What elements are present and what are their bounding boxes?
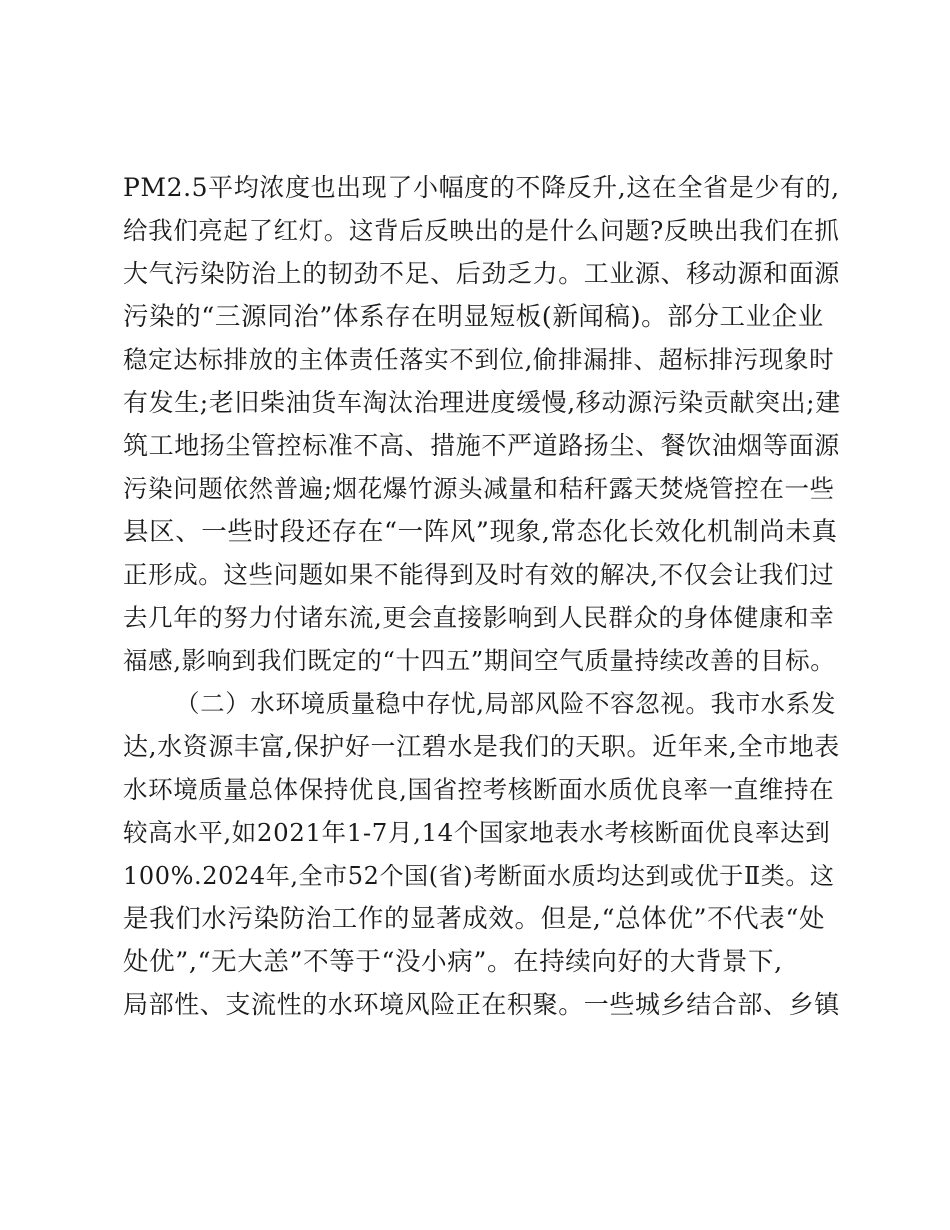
section-heading-line: （二）水环境质量稳中存忧,局部风险不容忽视。我市水系发: [175, 689, 836, 718]
text-line: 污染的“三源同治”体系存在明显短板(新闻稿)。部分工业企业: [123, 302, 824, 332]
text-line: 处优”,“无大恙”不等于“没小病”。在持续向好的大背景下,: [123, 947, 783, 977]
text-line: 县区、一些时段还存在“一阵风”现象,常态化长效化机制尚未真: [123, 517, 838, 547]
text-line: 达,水资源丰富,保护好一江碧水是我们的天职。近年来,全市地表: [123, 732, 840, 761]
text-line: 有发生;老旧柴油货车淘汰治理进度缓慢,移动源污染贡献突出;建: [123, 388, 841, 417]
text-line: 污染问题依然普遍;烟花爆竹源头减量和秸秆露天焚烧管控在一些: [123, 474, 835, 503]
text-line: 正形成。这些问题如果不能得到及时有效的解决,不仅会让我们过: [123, 560, 835, 589]
text-line: 福感,影响到我们既定的“十四五”期间空气质量持续改善的目标。: [123, 646, 836, 675]
text-line: 筑工地扬尘管控标准不高、措施不严道路扬尘、餐饮油烟等面源: [123, 431, 840, 460]
text-line: 给我们亮起了红灯。这背后反映出的是什么问题?反映出我们在抓: [123, 216, 840, 245]
text-line: 是我们水污染防治工作的显著成效。但是,“总体优”不代表“处: [123, 904, 826, 934]
text-line: 大气污染防治上的韧劲不足、后劲乏力。工业源、移动源和面源: [123, 259, 840, 288]
text-line: 水环境质量总体保持优良,国省控考核断面水质优良率一直维持在: [123, 775, 835, 804]
text-line: 稳定达标排放的主体责任落实不到位,偷排漏排、超标排污现象时: [123, 345, 835, 374]
text-line: PM2.5平均浓度也出现了小幅度的不降反升,这在全省是少有的,: [123, 173, 840, 202]
text-line: 局部性、支流性的水环境风险正在积聚。一些城乡结合部、乡镇: [123, 990, 840, 1019]
text-line: 去几年的努力付诸东流,更会直接影响到人民群众的身体健康和幸: [123, 603, 835, 632]
text-line: 较高水平,如2021年1-7月,14个国家地表水考核断面优良率达到: [123, 818, 831, 847]
text-line: 100%.2024年,全市52个国(省)考断面水质均达到或优于Ⅱ类。这: [123, 862, 835, 890]
